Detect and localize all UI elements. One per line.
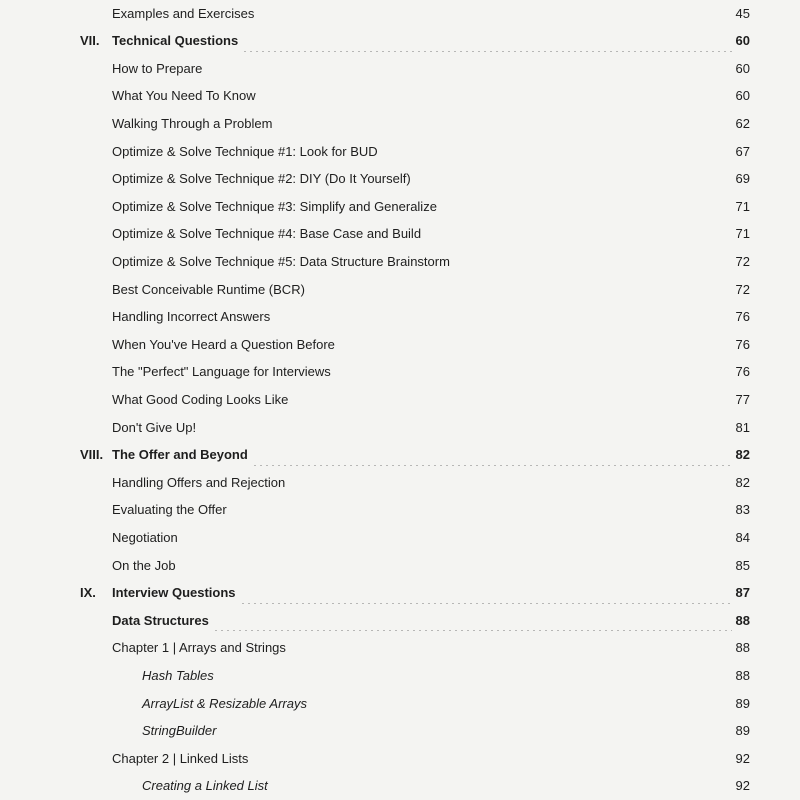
section-number: VII. bbox=[80, 33, 100, 49]
toc-entry-row[interactable] bbox=[0, 499, 800, 521]
page-number: 60 bbox=[735, 60, 750, 76]
entry-title: Chapter 1 | Arrays and Strings bbox=[112, 640, 286, 656]
toc-entry-row[interactable] bbox=[0, 664, 800, 686]
toc-entry-row[interactable] bbox=[0, 720, 800, 742]
page-number: 76 bbox=[735, 364, 750, 380]
page-number: 71 bbox=[735, 198, 750, 214]
dot-leader bbox=[290, 637, 732, 659]
toc-entry-row[interactable] bbox=[0, 333, 800, 355]
page-number: 87 bbox=[735, 585, 750, 601]
entry-title: StringBuilder bbox=[142, 723, 217, 739]
dot-leader bbox=[382, 140, 732, 162]
toc-entry-row[interactable] bbox=[0, 747, 800, 769]
page-number: 72 bbox=[735, 281, 750, 297]
toc-entry-row[interactable] bbox=[0, 609, 800, 631]
toc-entry-row[interactable] bbox=[0, 775, 800, 797]
entry-title: Examples and Exercises bbox=[112, 5, 255, 21]
entry-title: Interview Questions bbox=[112, 585, 236, 601]
entry-title: Handling Offers and Rejection bbox=[112, 474, 286, 490]
page-number: 76 bbox=[735, 336, 750, 352]
toc-entry-row[interactable] bbox=[0, 361, 800, 383]
entry-title: ArrayList & Resizable Arrays bbox=[142, 695, 307, 711]
dot-leader bbox=[180, 554, 732, 576]
dot-leader bbox=[260, 85, 732, 107]
dot-leader bbox=[425, 223, 731, 245]
dot-leader bbox=[339, 333, 732, 355]
dot-leader bbox=[309, 278, 732, 300]
entry-title: Walking Through a Problem bbox=[112, 115, 273, 131]
page-number: 76 bbox=[735, 309, 750, 325]
toc-entry-row[interactable] bbox=[0, 278, 800, 300]
entry-title: On the Job bbox=[112, 557, 176, 573]
toc-entry-row[interactable] bbox=[0, 168, 800, 190]
page-number: 60 bbox=[735, 33, 750, 49]
dot-leader bbox=[252, 747, 731, 769]
dot-leader bbox=[454, 250, 732, 272]
toc-entry-row[interactable] bbox=[0, 637, 800, 659]
dot-leader bbox=[335, 361, 732, 383]
dot-leader bbox=[252, 444, 732, 466]
dot-leader bbox=[213, 609, 732, 631]
entry-title: What You Need To Know bbox=[112, 88, 256, 104]
dot-leader bbox=[289, 471, 731, 493]
entry-title: Optimize & Solve Technique #5: Data Structure Brainstorm bbox=[112, 253, 450, 269]
toc-entry-row[interactable] bbox=[0, 554, 800, 576]
page-number: 83 bbox=[735, 502, 750, 518]
page-number: 71 bbox=[735, 226, 750, 242]
page-number: 82 bbox=[735, 474, 750, 490]
page-number: 69 bbox=[735, 171, 750, 187]
dot-leader bbox=[258, 2, 731, 24]
dot-leader bbox=[311, 692, 732, 714]
page-number: 45 bbox=[735, 5, 750, 21]
entry-title: Don't Give Up! bbox=[112, 419, 197, 435]
dot-leader bbox=[200, 416, 731, 438]
dot-leader bbox=[218, 664, 732, 686]
dot-leader bbox=[242, 30, 731, 52]
toc-entry-row[interactable] bbox=[0, 692, 800, 714]
dot-leader bbox=[182, 526, 732, 548]
toc-entry-row[interactable] bbox=[0, 471, 800, 493]
toc-section-row[interactable] bbox=[0, 582, 800, 604]
entry-title: The Offer and Beyond bbox=[112, 447, 248, 463]
toc-entry-row[interactable] bbox=[0, 112, 800, 134]
toc-entry-row[interactable] bbox=[0, 223, 800, 245]
page-number: 89 bbox=[735, 695, 750, 711]
dot-leader bbox=[276, 112, 731, 134]
entry-title: Data Structures bbox=[112, 612, 209, 628]
toc-entry-row[interactable] bbox=[0, 195, 800, 217]
toc-entry-row[interactable] bbox=[0, 250, 800, 272]
entry-title: Optimize & Solve Technique #1: Look for BUD bbox=[112, 143, 378, 159]
page-number: 89 bbox=[735, 723, 750, 739]
entry-title: Chapter 2 | Linked Lists bbox=[112, 750, 249, 766]
page-number: 72 bbox=[735, 253, 750, 269]
toc-entry-row[interactable] bbox=[0, 388, 800, 410]
dot-leader bbox=[220, 720, 731, 742]
entry-title: Creating a Linked List bbox=[142, 778, 268, 794]
toc-entry-row[interactable] bbox=[0, 85, 800, 107]
entry-title: Optimize & Solve Technique #3: Simplify and Generalize bbox=[112, 198, 437, 214]
dot-leader bbox=[274, 306, 731, 328]
page-number: 60 bbox=[735, 88, 750, 104]
entry-title: Technical Questions bbox=[112, 33, 239, 49]
entry-title: Handling Incorrect Answers bbox=[112, 309, 271, 325]
entry-title: Evaluating the Offer bbox=[112, 502, 227, 518]
page-number: 92 bbox=[735, 750, 750, 766]
dot-leader bbox=[441, 195, 732, 217]
entry-title: Best Conceivable Runtime (BCR) bbox=[112, 281, 305, 297]
dot-leader bbox=[231, 499, 732, 521]
page-number: 88 bbox=[735, 667, 750, 683]
section-number: IX. bbox=[80, 585, 96, 601]
page-number: 77 bbox=[735, 391, 750, 407]
entry-title: Optimize & Solve Technique #2: DIY (Do It Yourself) bbox=[112, 171, 411, 187]
section-number: VIII. bbox=[80, 447, 104, 463]
entry-title: Optimize & Solve Technique #4: Base Case and Build bbox=[112, 226, 422, 242]
entry-title: When You've Heard a Question Before bbox=[112, 336, 335, 352]
toc-entry-row[interactable] bbox=[0, 306, 800, 328]
page-number: 88 bbox=[735, 612, 750, 628]
dot-leader bbox=[206, 57, 731, 79]
page-number: 67 bbox=[735, 143, 750, 159]
dot-leader bbox=[415, 168, 732, 190]
page-number: 62 bbox=[735, 115, 750, 131]
toc-entry-row[interactable] bbox=[0, 416, 800, 438]
dot-leader bbox=[292, 388, 731, 410]
toc-entry-row[interactable] bbox=[0, 57, 800, 79]
page-number: 92 bbox=[735, 778, 750, 794]
entry-title: What Good Coding Looks Like bbox=[112, 391, 289, 407]
toc-entry-row[interactable] bbox=[0, 140, 800, 162]
entry-title: Negotiation bbox=[112, 529, 178, 545]
entry-title: How to Prepare bbox=[112, 60, 203, 76]
page-number: 88 bbox=[735, 640, 750, 656]
dot-leader bbox=[240, 582, 732, 604]
toc-entry-row[interactable] bbox=[0, 526, 800, 548]
entry-title: Hash Tables bbox=[142, 667, 214, 683]
page-number: 85 bbox=[735, 557, 750, 573]
dot-leader bbox=[272, 775, 732, 797]
page-number: 82 bbox=[735, 447, 750, 463]
toc-section-row[interactable] bbox=[0, 30, 800, 52]
page-number: 84 bbox=[735, 529, 750, 545]
entry-title: The "Perfect" Language for Interviews bbox=[112, 364, 331, 380]
page-number: 81 bbox=[735, 419, 750, 435]
toc-section-row[interactable] bbox=[0, 444, 800, 466]
toc-entry-row[interactable] bbox=[0, 2, 800, 24]
